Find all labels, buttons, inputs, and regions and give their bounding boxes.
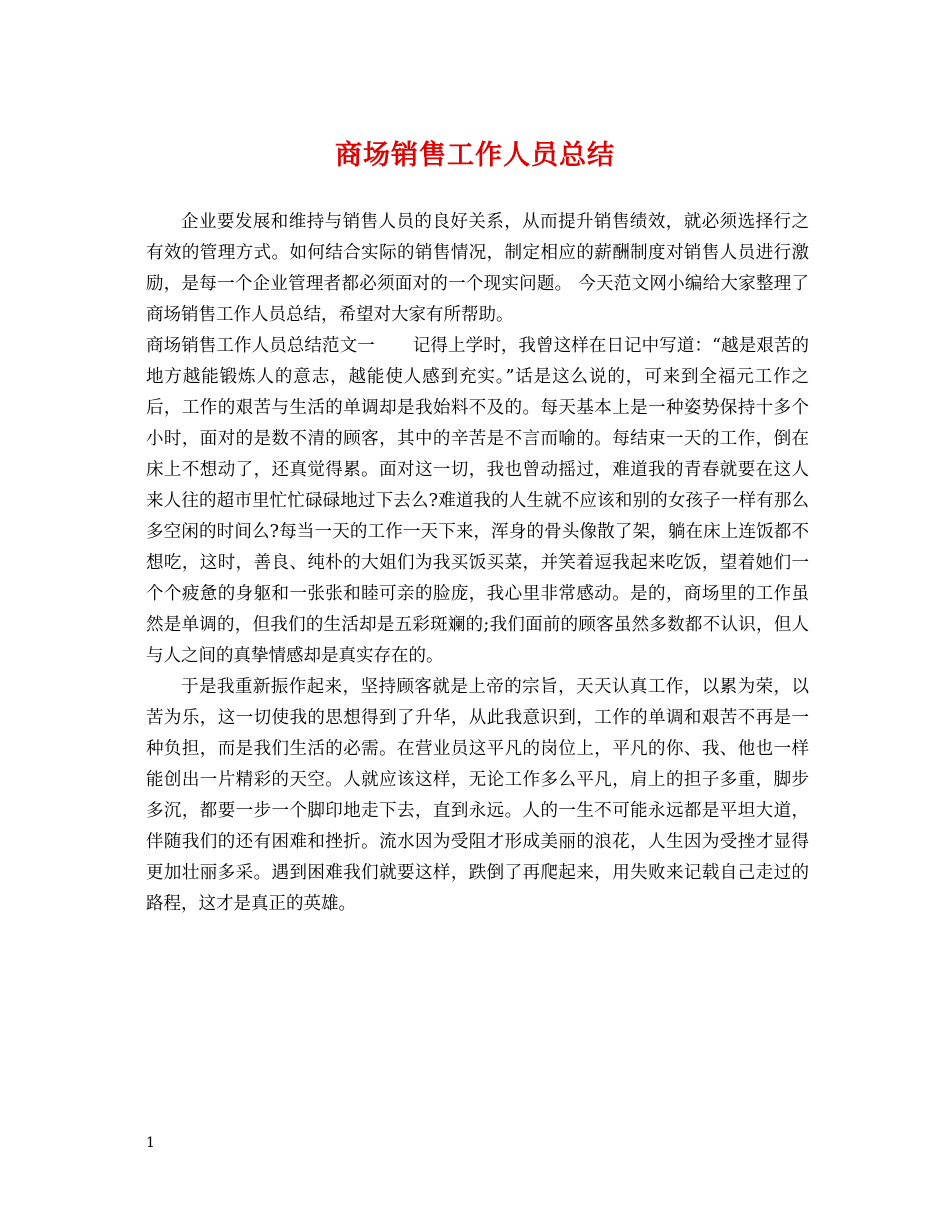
section-paragraph	[146, 331, 809, 672]
intro-paragraph: 企业要发展和维持与销售人员的良好关系，从而提升销售绩效，就必须选择行之有效的管理方式。如何结合实际的销售情况，制定相应的薪酬制度对销售人员进行激励，是每一个企业管理者都必须面对的一个现实问题。 今天范文网小编给大家整理了商场销售工作人员总结，希望对大家有所帮助。	[146, 212, 809, 325]
document-title: 商场销售工作人员总结	[335, 140, 615, 171]
document-body	[146, 207, 809, 920]
page-number: 1	[146, 1135, 155, 1151]
section-body-text: 记得上学时，我曾这样在日记中写道：“越是艰苦的地方越能锻炼人的意志，越能使人感到充实。”话是这么说的，可来到全福元工作之后，工作的艰苦与生活的单调却是我始料不及的。每天基本上是一种姿势保持十多个小时，面对的是数不清的顾客，其中的辛苦是不言而喻的。每结束一天的工作，倒在床上不想动了，还真觉得累。面对这一切，我也曾动摇过，难道我的青春就要在这人来人往的超市里忙忙碌碌地过下去么?难道我的人生就不应该和别的女孩子一样有那么多空闲的时间么?每当一天的工作一天下来，浑身的骨头像散了架，躺在床上连饭都不想吃，这时，善良、纯朴的大姐们为我买饭买菜，并笑着逗我起来吃饭，望着她们一个个疲惫的身躯和一张张和睦可亲的脸庞，我心里非常感动。是的，商场里的工作虽然是单调的，但我们的生活却是五彩斑斓的;我们面前的顾客虽然多数都不认识，但人与人之间的真挚情感却是真实存在的。	[146, 336, 810, 666]
closing-paragraph: 于是我重新振作起来，坚持顾客就是上帝的宗旨，天天认真工作，以累为荣，以苦为乐，这一切使我的思想得到了升华，从此我意识到，工作的单调和艰苦不再是一种负担，而是我们生活的必需。在营业员这平凡的岗位上，平凡的你、我、他也一样能创出一片精彩的天空。人就应该这样，无论工作多么平凡，肩上的担子多重，脚步多沉，都要一步一个脚印地走下去，直到永远。人的一生不可能永远都是平坦大道，伴随我们的还有困难和挫折。流水因为受阻才形成美丽的浪花，人生因为受挫才显得更加壮丽多采。遇到困难我们就要这样，跌倒了再爬起来，用失败来记载自己走过的路程，这才是真正的英雄。	[146, 677, 809, 914]
section-heading: 商场销售工作人员总结范文一	[146, 336, 375, 356]
